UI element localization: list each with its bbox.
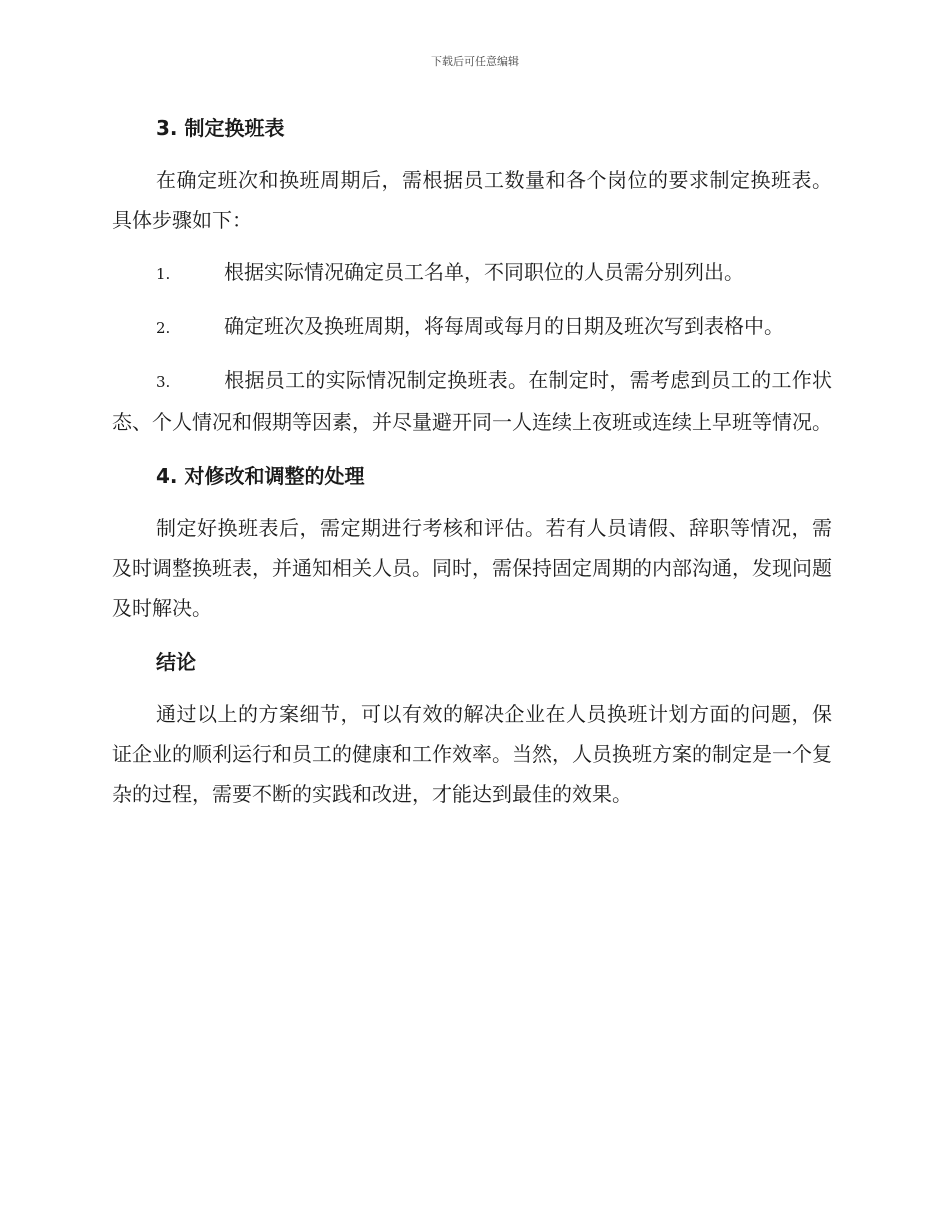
conclusion-body: 通过以上的方案细节，可以有效的解决企业在人员换班计划方面的问题，保证企业的顺利运行和员工的健康和工作效率。当然，人员换班方案的制定是一个复杂的过程，需要不断的实践和改进，才能达到最佳的效果。 xyxy=(112,702,832,806)
spacer xyxy=(112,240,832,252)
list-item xyxy=(112,252,832,294)
spacer xyxy=(112,682,832,694)
spacer xyxy=(112,348,832,360)
page-header: 下载后可任意编辑 xyxy=(431,55,519,68)
document-body xyxy=(112,108,832,814)
spacer xyxy=(112,148,832,160)
spacer xyxy=(112,496,832,508)
conclusion-heading: 结论 xyxy=(156,650,196,674)
list-item-text: 根据员工的实际情况制定换班表。在制定时，需考虑到员工的工作状态、个人情况和假期等因素，并尽量避开同一人连续上夜班或连续上早班等情况。 xyxy=(112,368,832,434)
section-3-intro: 在确定班次和换班周期后，需根据员工数量和各个岗位的要求制定换班表。具体步骤如下： xyxy=(112,168,832,232)
list-item-number: 2. xyxy=(156,319,171,337)
section-4-heading: 4. 对修改和调整的处理 xyxy=(156,464,365,488)
list-item-number: 1. xyxy=(156,265,171,283)
spacer xyxy=(112,442,832,456)
list-item-number: 3. xyxy=(156,373,171,391)
section-3-heading: 3. 制定换班表 xyxy=(156,116,285,140)
spacer xyxy=(112,628,832,642)
list-item xyxy=(112,306,832,348)
section-4-body: 制定好换班表后，需定期进行考核和评估。若有人员请假、辞职等情况，需及时调整换班表，并通知相关人员。同时，需保持固定周期的内部沟通，发现问题及时解决。 xyxy=(112,516,832,620)
spacer xyxy=(112,294,832,306)
list-item xyxy=(112,360,832,442)
list-item-text: 确定班次及换班周期，将每周或每月的日期及班次写到表格中。 xyxy=(224,314,784,338)
list-item-text: 根据实际情况确定员工名单，不同职位的人员需分别列出。 xyxy=(224,260,744,284)
